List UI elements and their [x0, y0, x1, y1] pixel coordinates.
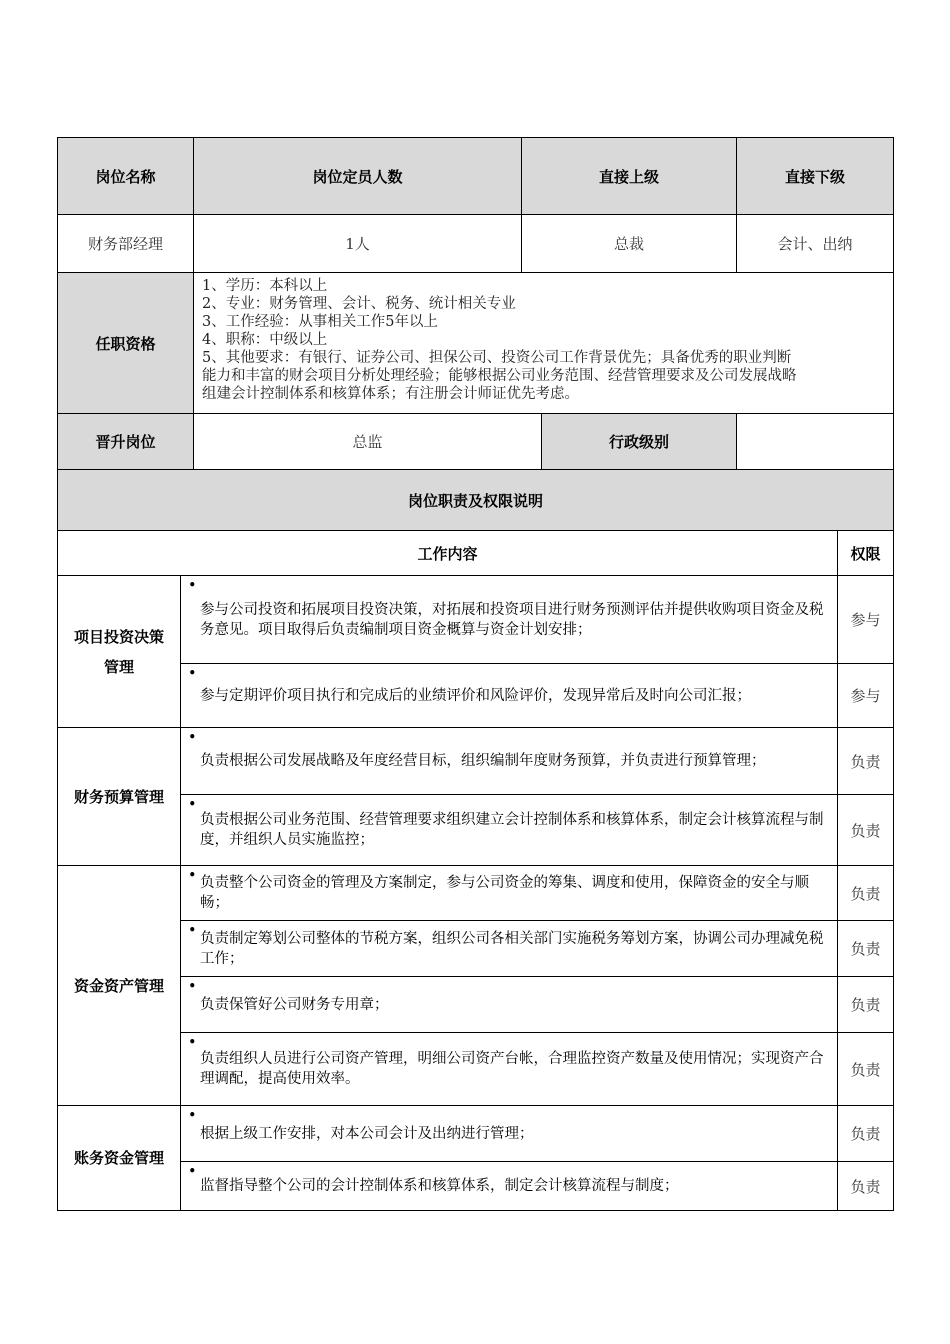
- superior-value: 总裁: [522, 215, 737, 273]
- duty-text-cell: [181, 728, 838, 795]
- duty-item: [181, 728, 894, 795]
- duty-text-cell: [181, 795, 838, 866]
- duty-item: [181, 664, 894, 728]
- duty-item: [181, 795, 894, 866]
- bullet-icon: •: [188, 868, 197, 884]
- duty-text: 负责整个公司资金的管理及方案制定，参与公司资金的筹集、调度和使用，保障资金的安全与顺畅；: [200, 875, 809, 911]
- position-name-value: 财务部经理: [58, 215, 194, 273]
- duty-text: 负责制定筹划公司整体的节税方案，组织公司各相关部门实施税务筹划方案，协调公司办理减免税工作；: [200, 930, 824, 967]
- duty-authority: 负责: [838, 977, 894, 1033]
- duty-authority: 负责: [838, 1033, 894, 1106]
- duty-authority: 参与: [838, 664, 894, 728]
- authority-header: 权限: [838, 531, 894, 576]
- duty-text-cell: [181, 664, 838, 728]
- duty-text-cell: [181, 921, 838, 977]
- section-label: [58, 1106, 181, 1211]
- duty-section: [57, 1106, 894, 1211]
- duty-text: 负责组织人员进行公司资产管理，明细公司资产台帐，合理监控资产数量及使用情况；实现资产合理调配，提高使用效率。: [200, 1051, 824, 1087]
- job-description-table: [57, 137, 894, 1211]
- duties-title: 岗位职责及权限说明: [58, 470, 894, 531]
- duty-authority: 参与: [838, 576, 894, 664]
- duty-text: 根据上级工作安排，对本公司会计及出纳进行管理；: [200, 1125, 534, 1142]
- duty-authority: 负责: [838, 1162, 894, 1211]
- duty-authority: 负责: [838, 866, 894, 921]
- section-label-line: 管理: [103, 657, 134, 676]
- header-subordinate: 直接下级: [737, 137, 894, 215]
- duty-authority: 负责: [838, 921, 894, 977]
- section-label-line: 项目投资决策: [73, 627, 164, 646]
- headcount-value: 1人: [194, 215, 522, 273]
- duty-text: 负责根据公司发展战略及年度经营目标，组织编制年度财务预算，并负责进行预算管理；: [200, 753, 766, 769]
- qualification-content: [194, 273, 894, 414]
- qualification-line: 能力和丰富的财会项目分析处理经验；能够根据公司业务范围、经营管理要求及公司发展战略: [202, 368, 797, 384]
- qualification-row: [57, 273, 894, 414]
- qualification-line: 4、职称：中级以上: [202, 332, 328, 348]
- duty-item: [181, 1106, 894, 1162]
- duty-text: 负责保管好公司财务专用章；: [200, 996, 389, 1013]
- duty-section: [57, 576, 894, 728]
- promotion-label: 晋升岗位: [58, 414, 194, 470]
- duty-section: [57, 728, 894, 866]
- duty-text-cell: [181, 866, 838, 921]
- duty-text-cell: [181, 576, 838, 664]
- header-headcount: 岗位定员人数: [194, 137, 522, 215]
- admin-level-label: 行政级别: [542, 414, 737, 470]
- section-label: [58, 866, 181, 1106]
- duty-authority: 负责: [838, 795, 894, 866]
- duty-text: 监督指导整个公司的会计控制体系和核算体系，制定会计核算流程与制度；: [200, 1178, 679, 1194]
- duty-item: [181, 1162, 894, 1211]
- duty-item: [181, 921, 894, 977]
- bullet-icon: •: [188, 923, 197, 939]
- subordinate-value: 会计、出纳: [737, 215, 894, 273]
- qualification-line: 3、工作经验：从事相关工作5年以上: [202, 314, 438, 330]
- bullet-icon: •: [188, 979, 197, 995]
- bullet-icon: •: [188, 666, 197, 682]
- basic-info-row: [57, 215, 894, 273]
- duty-text: 负责根据公司业务范围、经营管理要求组织建立会计控制体系和核算体系，制定会计核算流程与制度，并组织人员实施监控；: [200, 812, 824, 848]
- duty-authority: 负责: [838, 1106, 894, 1162]
- duty-text-cell: [181, 977, 838, 1033]
- admin-level-value: [737, 414, 894, 470]
- duty-authority: 负责: [838, 728, 894, 795]
- bullet-icon: •: [188, 578, 197, 594]
- duties-title-row: [57, 470, 894, 531]
- duty-text-cell: [181, 1033, 838, 1106]
- duty-item: [181, 576, 894, 664]
- section-label-line: 账务资金管理: [73, 1149, 164, 1167]
- section-label-line: 资金资产管理: [73, 976, 164, 995]
- duty-item: [181, 866, 894, 921]
- section-label-line: 财务预算管理: [73, 787, 164, 806]
- section-label: [58, 728, 181, 866]
- work-content-header: 工作内容: [58, 531, 838, 576]
- header-row: [57, 137, 894, 215]
- header-position-name: 岗位名称: [58, 137, 194, 215]
- qualification-line: 5、其他要求：有银行、证券公司、担保公司、投资公司工作背景优先；具备优秀的职业判断: [202, 350, 792, 366]
- qualification-line: 组建会计控制体系和核算体系；有注册会计师证优先考虑。: [202, 386, 579, 402]
- promotion-value: 总监: [194, 414, 542, 470]
- section-label: [58, 576, 181, 728]
- duty-text: 参与定期评价项目执行和完成后的业绩评价和风险评价，发现异常后及时向公司汇报；: [200, 687, 751, 704]
- duty-section: [57, 866, 894, 1106]
- bullet-icon: •: [188, 730, 197, 746]
- header-superior: 直接上级: [522, 137, 737, 215]
- qualification-label: 任职资格: [58, 273, 194, 414]
- duty-item: [181, 977, 894, 1033]
- bullet-icon: •: [188, 1164, 197, 1180]
- promotion-row: [57, 414, 894, 470]
- bullet-icon: •: [188, 1035, 197, 1051]
- bullet-icon: •: [188, 797, 197, 813]
- duties-header-row: [57, 531, 894, 576]
- bullet-icon: •: [188, 1108, 197, 1124]
- duty-text-cell: [181, 1162, 838, 1211]
- duty-text: 参与公司投资和拓展项目投资决策，对拓展和投资项目进行财务预测评估并提供收购项目资金及税务意见。项目取得后负责编制项目资金概算与资金计划安排；: [200, 601, 824, 638]
- duty-text-cell: [181, 1106, 838, 1162]
- qualification-line: 2、专业：财务管理、会计、税务、统计相关专业: [202, 296, 516, 312]
- duty-item: [181, 1033, 894, 1106]
- qualification-line: 1、学历：本科以上: [202, 278, 328, 294]
